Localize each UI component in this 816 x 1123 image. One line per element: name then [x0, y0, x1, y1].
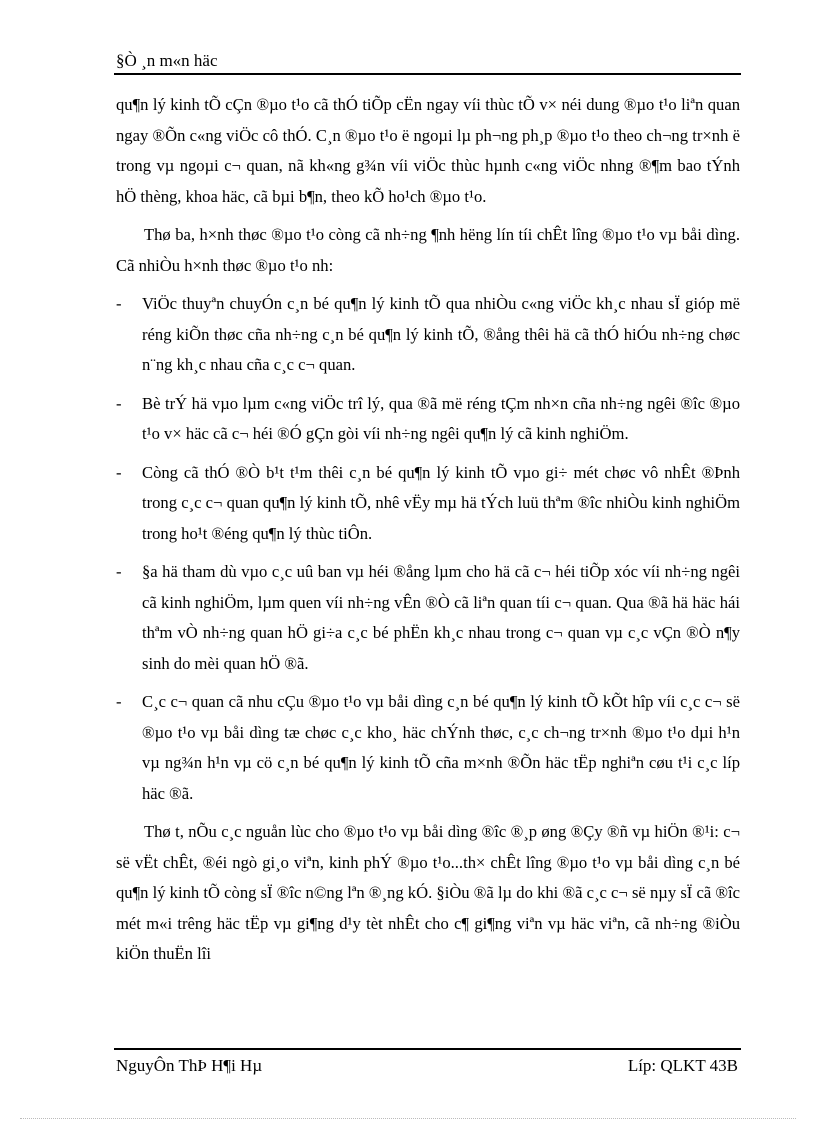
paragraph-1: qu¶n lý kinh tÕ cÇn ®µo t¹o cã thÓ tiÕp cËn ngay víi thùc tÕ v× néi dung ®µo t¹o liªn quan ngay ®Õn c«ng viÖc cô thÓ. C¸n ®µo t¹o ë ngoµi lµ ph¬ng ph¸p ®µo t¹o theo ch¬ng tr×nh ë trong vµ ngoµi c¬ quan, nã kh«ng g¾n víi viÖc thùc hµnh c«ng viÖc nhng ®¶m bao tÝnh hÖ thèng, khoa häc, cã bµi b¶n, theo kÕ ho¹ch ®µo t¹o. [116, 95, 740, 206]
bullet-item-4 [116, 557, 740, 679]
bullet-text: Còng cã thÓ ®Ò b¹t t¹m thêi c¸n bé qu¶n lý kinh tÕ vµo gi÷ mét chøc vô nhÊt ®Þnh trong c¸c c¬ quan qu¶n lý kinh tÕ, nhê vËy mµ hä tÝch luü thªm ®îc nhiÒu kinh nghiÖm trong ho¹t ®éng qu¶n lý thùc tiÔn. [142, 462, 740, 543]
header-rule [114, 73, 741, 75]
bullet-dash: - [116, 294, 122, 313]
bullet-dash: - [116, 562, 122, 581]
bullet-text: Bè trÝ hä vµo lµm c«ng viÖc trî lý, qua ®ã më réng tÇm nh×n cña nh÷ng ngêi ®îc ®µo t¹o v× häc cã c¬ héi ®Ó gÇn gòi víi nh÷ng ngêi qu¶n lý cã kinh nghiÖm. [142, 393, 740, 443]
bullet-item-3 [116, 458, 740, 550]
page-footer [116, 1054, 738, 1078]
bullet-item-1 [116, 289, 740, 381]
footer-rule [114, 1048, 741, 1050]
bullet-item-2 [116, 389, 740, 450]
bullet-item-5 [116, 687, 740, 809]
bullet-dash: - [116, 692, 122, 711]
footer-author: NguyÔn ThÞ H¶i Hµ [116, 1056, 263, 1075]
paragraph-2: Thø ba, h×nh thøc ®µo t¹o còng cã nh÷ng ¶nh hëng lín tíi chÊt lîng ®µo t¹o vµ båi dìng. Cã nhiÒu h×nh thøc ®µo t¹o nh: [116, 225, 740, 275]
bullet-dash: - [116, 462, 122, 482]
bullet-dash: - [116, 393, 122, 413]
page-bottom-divider [20, 1118, 796, 1119]
page-body [116, 90, 740, 978]
bullet-text: ViÖc thuyªn chuyÓn c¸n bé qu¶n lý kinh tÕ qua nhiÒu c«ng viÖc kh¸c nhau sÏ gióp më réng kiÕn thøc cña nh÷ng c¸n bé qu¶n lý kinh tÕ, ®ång thêi hä cã thÓ hiÓu nh÷ng chøc n¨ng kh¸c nhau cña c¸c c¬ quan. [142, 294, 740, 374]
paragraph-3: Thø t, nÕu c¸c nguån lùc cho ®µo t¹o vµ båi dìng ®îc ®¸p øng ®Çy ®ñ vµ hiÖn ®¹i: c¬ së vËt chÊt, ®éi ngò gi¸o viªn, kinh phÝ ®µo t¹o...th× chÊt lîng ®µo t¹o vµ båi dìng c¸n bé qu¶n lý kinh tÕ còng sÏ ®îc n©ng lªn ®¸ng kÓ. §iÒu ®ã lµ do khi ®ã c¸c c¬ së nµy sÏ cã ®îc mét m«i trêng häc tËp vµ gi¶ng d¹y tèt nhÊt cho c¶ gi¶ng viªn vµ häc viªn, cã nh÷ng ®iÒu kiÖn thuËn lîi [116, 822, 740, 963]
page-header: §Ò ¸n m«n häc [116, 51, 218, 70]
footer-class: Líp: QLKT 43B [627, 1056, 738, 1075]
bullet-text: §a hä tham dù vµo c¸c uû ban vµ héi ®ång lµm cho hä cã c¬ héi tiÕp xóc víi nh÷ng ngêi cã kinh nghiÖm, lµm quen víi nh÷ng vÊn ®Ò cã liªn quan tíi c¬ quan. Qua ®ã hä häc hái thªm vÒ nh÷ng quan hÖ gi÷a c¸c bé phËn kh¸c nhau trong c¬ quan vµ c¸c vÇn ®Ò n¶y sinh do mèi quan hÖ ®ã. [142, 562, 740, 673]
bullet-text: C¸c c¬ quan cã nhu cÇu ®µo t¹o vµ båi dìng c¸n bé qu¶n lý kinh tÕ kÕt hîp víi c¸c c¬ së ®µo t¹o vµ båi dìng tæ chøc c¸c kho¸ häc chÝnh thøc, c¸c ch¬ng tr×nh ®µo t¹o dµi h¹n vµ ng¾n h¹n vµ cö c¸n bé qu¶n lý kinh tÕ cña m×nh ®Õn häc tËp nghiªn cøu t¹i c¸c líp häc ®ã. [142, 692, 740, 803]
